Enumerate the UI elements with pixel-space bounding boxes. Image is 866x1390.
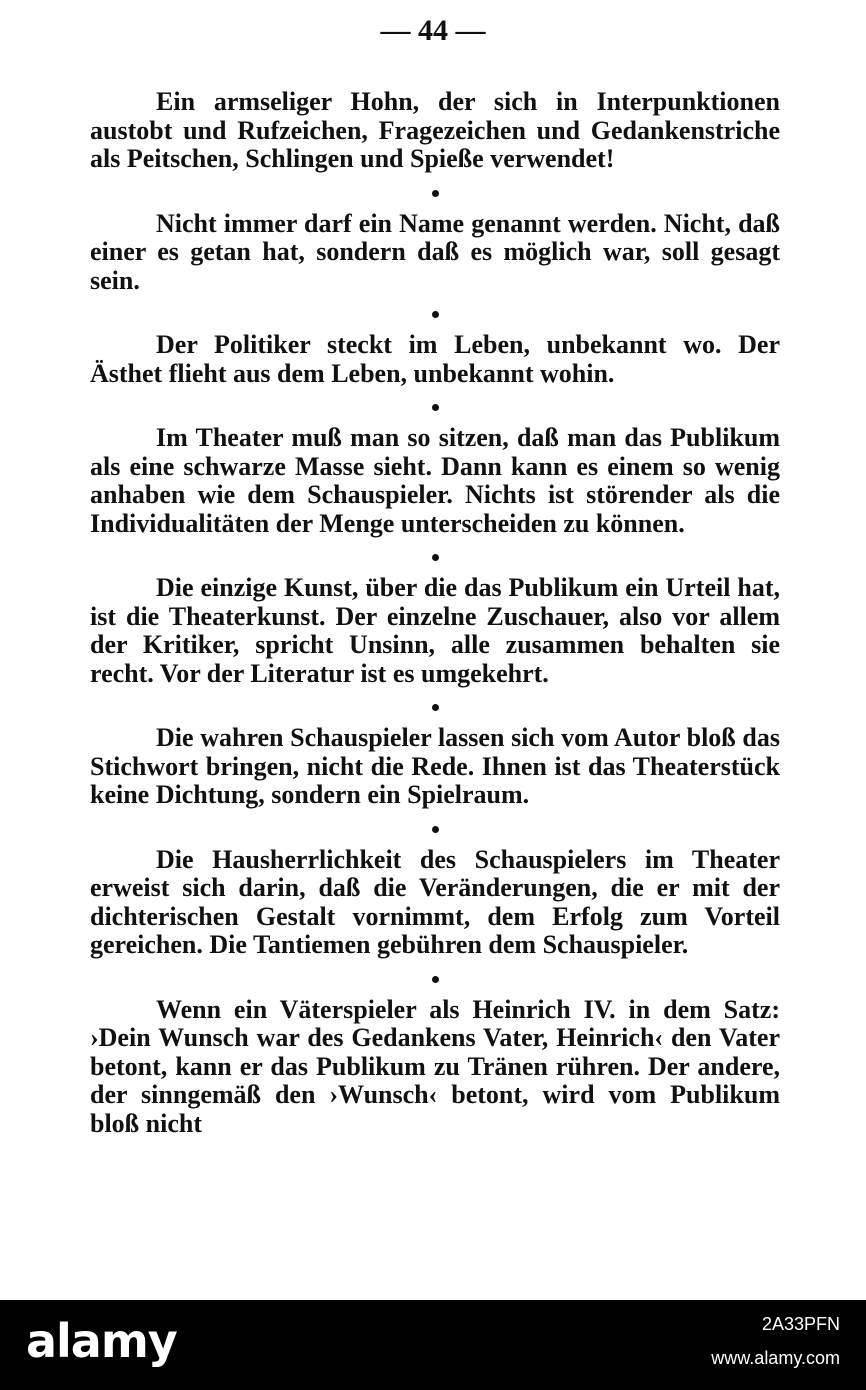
separator-dot [90,688,780,724]
page-number: — 44 — [380,14,486,47]
separator-dot-icon [432,404,439,411]
separator-dot [90,174,780,210]
separator-dot-icon [432,704,439,711]
paragraph-7: Die Hausherrlichkeit des Schauspielers im Theater erweist sich darin, daß die Veränderungen, die er mit der dichterischen Gestalt vornimmt, dem Erfolg zum Vorteil gereichen. Die Tantiemen gebühren dem Schauspieler. [90,844,780,959]
separator-dot-icon [432,311,439,318]
text-column [90,88,780,1138]
separator-dot [90,295,780,331]
separator-dot [90,538,780,574]
separator-dot-icon [432,190,439,197]
separator-dot-icon [432,826,439,833]
paragraph-6: Die wahren Schauspieler lassen sich vom Autor bloß das Stichwort bringen, nicht die Rede. Ihnen ist das Theaterstück keine Dichtung, sondern ein Spielraum. [90,723,780,809]
brand-logo: alamy [26,1314,177,1368]
separator-dot [90,388,780,424]
watermark-footer [0,1300,866,1390]
paragraph-3: Der Politiker steckt im Leben, unbekannt wo. Der Ästhet flieht aus dem Leben, unbekannt wohin. [90,330,780,388]
separator-dot [90,810,780,846]
paragraph-2: Nicht immer darf ein Name genannt werden. Nicht, daß einer es getan hat, sondern daß es möglich war, soll gesagt sein. [90,208,780,295]
paragraph-8: Wenn ein Väterspieler als Heinrich IV. in dem Satz: ›Dein Wunsch war des Gedankens Vater, Heinrich‹ den Vater betont, kann er das Publikum zu Tränen rühren. Der andere, der sinngemäß den ›Wunsch‹ betont, wird vom Publikum bloß nicht [90,994,780,1138]
paragraph-5: Die einzige Kunst, über die das Publikum ein Urteil hat, ist die Theaterkunst. Der einzelne Zuschauer, also vor allem der Kritiker, spricht Unsinn, alle zusammen behalten sie recht. Vor der Literatur ist es umgekehrt. [90,573,780,688]
paragraph-1: Ein armseliger Hohn, der sich in Interpunktionen austobt und Rufzeichen, Fragezeichen und Gedankenstriche als Peitschen, Schlingen und Spieße verwendet! [90,87,780,173]
separator-dot-icon [432,976,439,983]
paragraph-4: Im Theater muß man so sitzen, daß man das Publikum als eine schwarze Masse sieht. Dann kann es einem so wenig anhaben wie dem Schauspieler. Nichts ist störender als die Individualitäten der Menge unterscheiden zu können. [90,423,780,538]
separator-dot [90,960,780,996]
separator-dot-icon [432,554,439,561]
site-url-label: www.alamy.com [711,1348,840,1368]
image-id-label: 2A33PFN [761,1314,840,1334]
